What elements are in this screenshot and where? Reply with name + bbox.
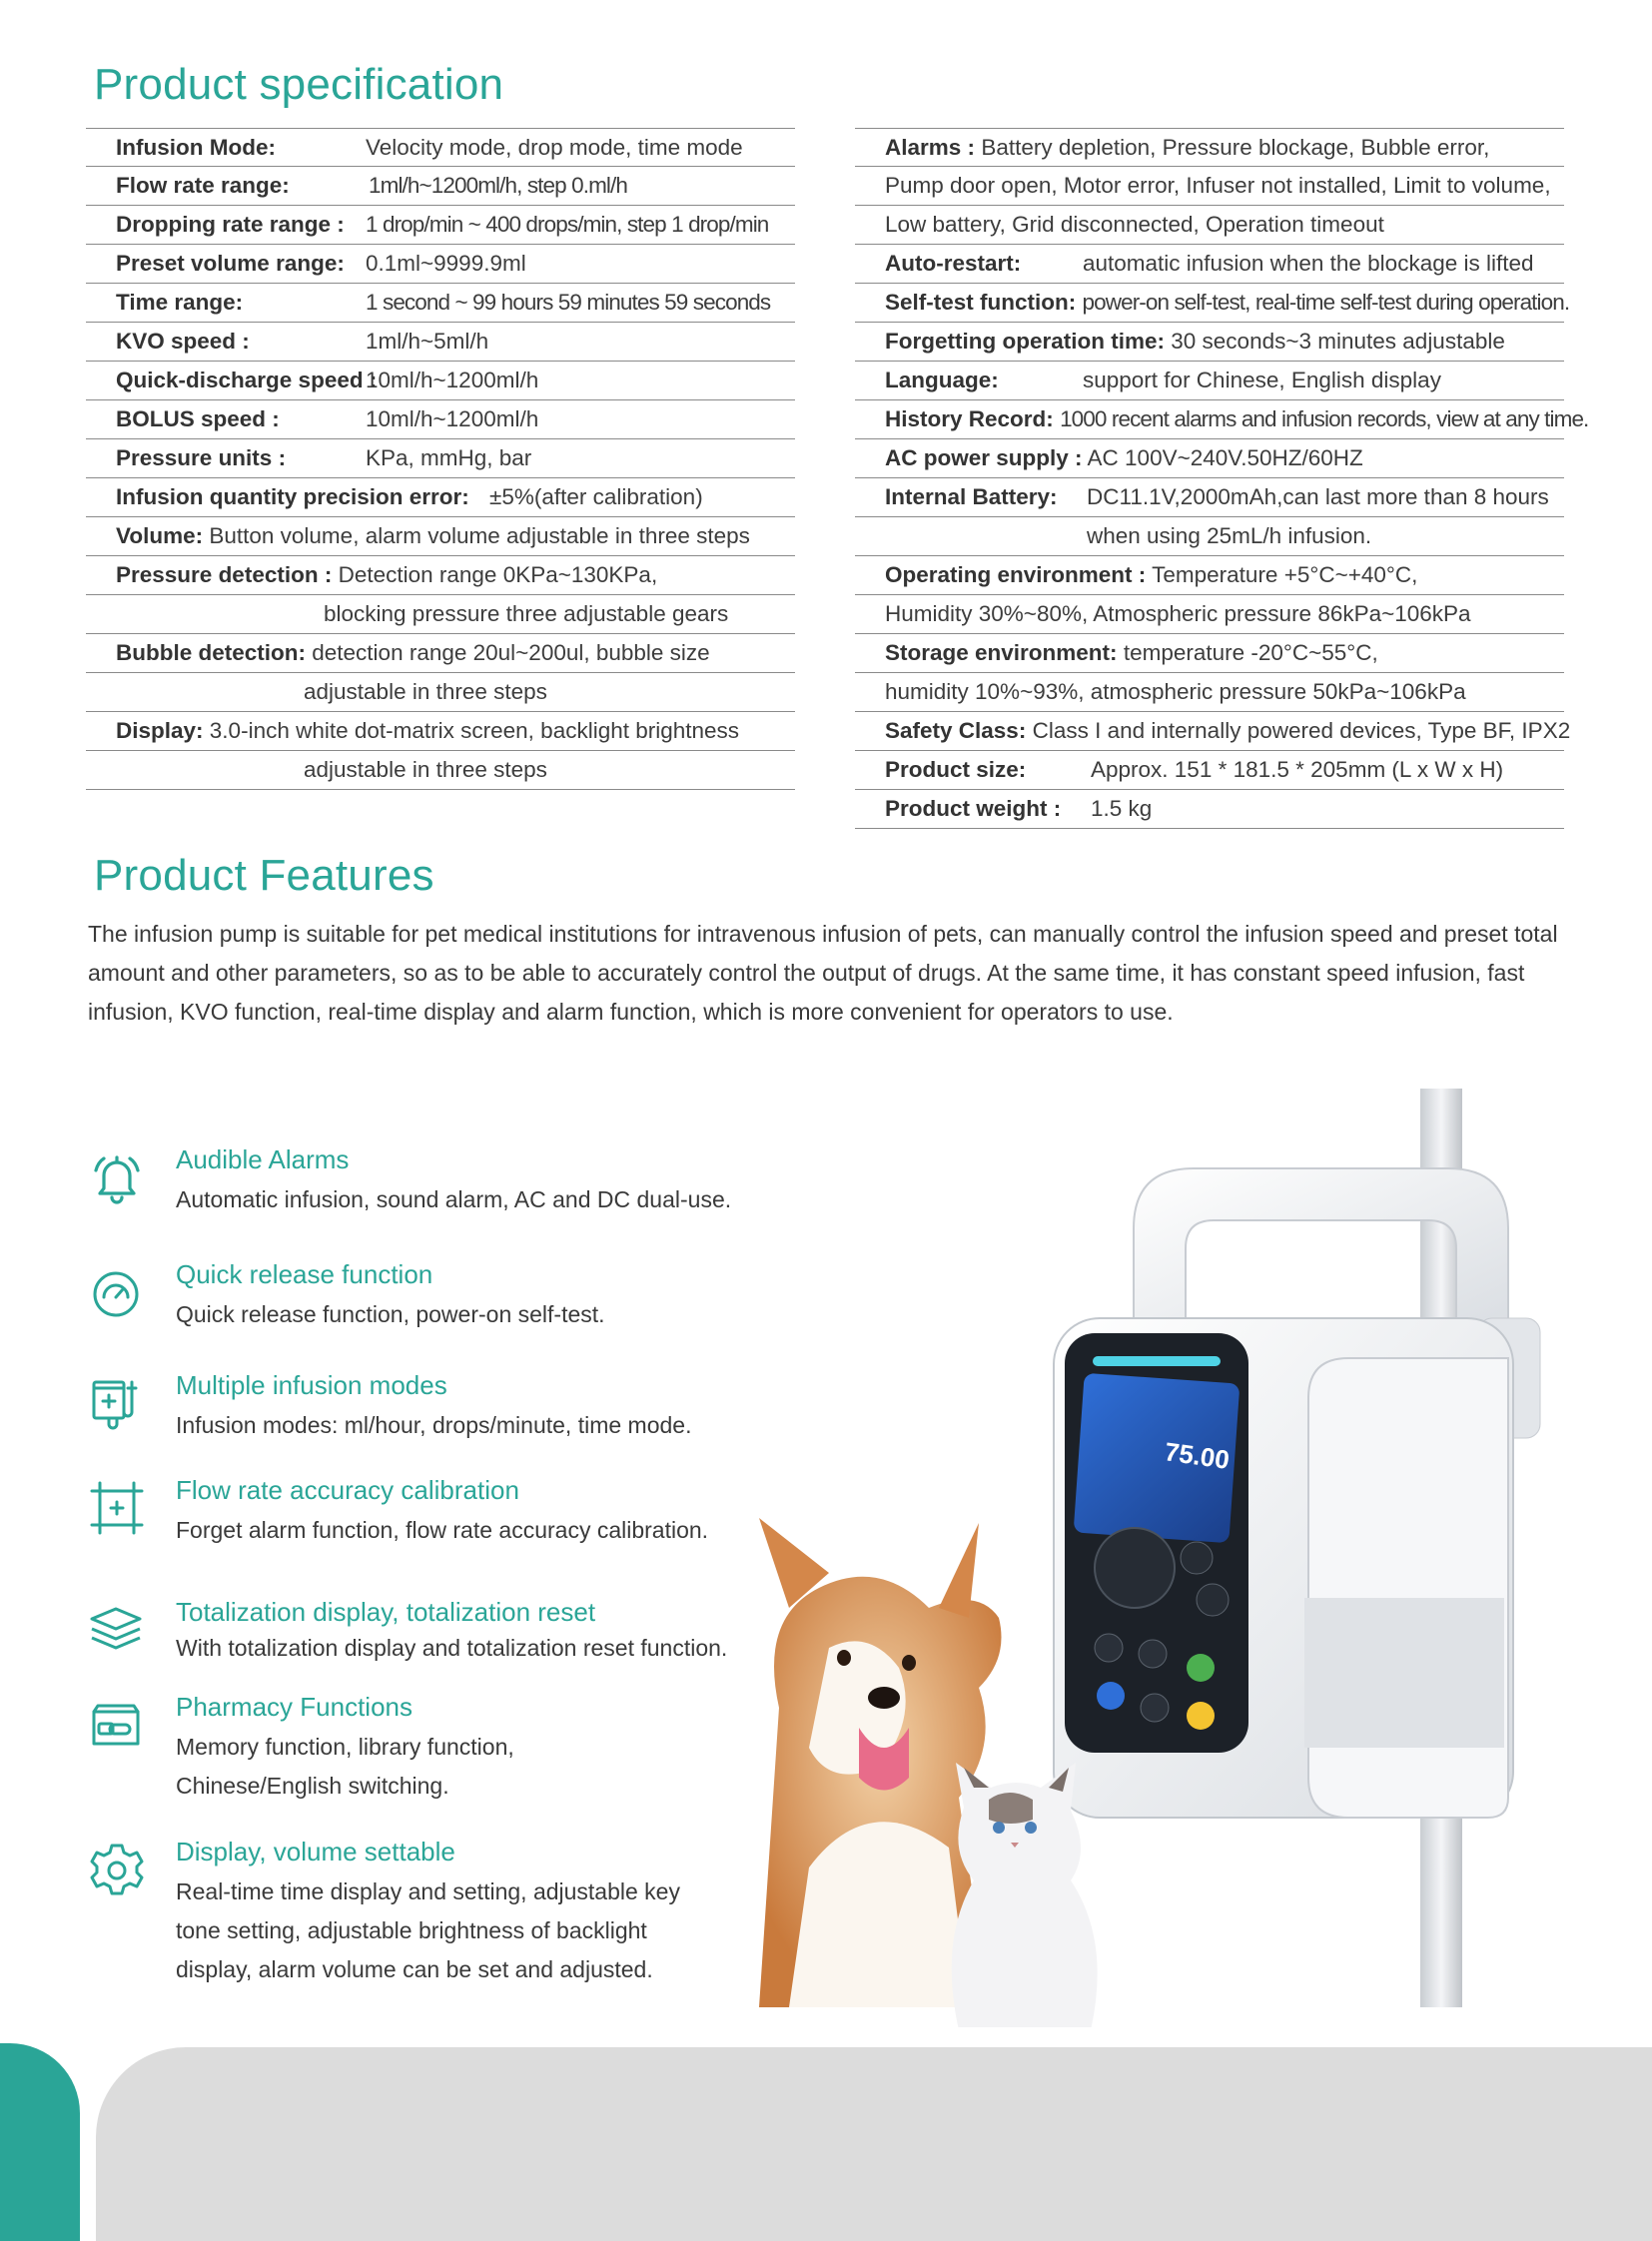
feature-title: Pharmacy Functions	[176, 1692, 413, 1722]
spec-value: Velocity mode, drop mode, time mode	[366, 135, 743, 160]
bell-icon	[88, 1148, 146, 1206]
spec-row	[86, 206, 795, 245]
spec-row	[855, 595, 1564, 634]
spec-label: Forgetting operation time:	[885, 329, 1165, 354]
spec-label: Flow rate range:	[116, 173, 290, 198]
feature-desc: Automatic infusion, sound alarm, AC and DC dual-use.	[176, 1186, 732, 1212]
spec-row-text	[885, 713, 1570, 749]
infusion-bag-icon	[88, 1374, 146, 1432]
spec-value: KPa, mmHg, bar	[366, 445, 532, 470]
feature-desc: Infusion modes: ml/hour, drops/minute, time mode.	[176, 1412, 692, 1438]
spec-row	[86, 323, 795, 362]
gauge-icon	[88, 1263, 146, 1321]
spec-value: 1ml/h~1200ml/h, step 0.ml/h	[369, 173, 627, 198]
spec-value: 1 second ~ 99 hours 59 minutes 59 seconds	[366, 290, 771, 315]
spec-label: Auto-restart:	[885, 251, 1022, 276]
spec-row-text	[885, 285, 1569, 321]
spec-row	[86, 245, 795, 284]
spec-value-continued: when using 25mL/h infusion.	[1087, 523, 1372, 548]
feature-title: Flow rate accuracy calibration	[176, 1475, 519, 1505]
spec-row	[855, 323, 1564, 362]
spec-value: 30 seconds~3 minutes adjustable	[1171, 329, 1505, 354]
spec-table-left	[86, 128, 795, 790]
spec-row	[855, 751, 1564, 790]
feature-desc: Forget alarm function, flow rate accuracy calibration.	[176, 1517, 709, 1543]
spec-label: Pressure detection :	[116, 562, 333, 587]
spec-value: automatic infusion when the blockage is lifted	[1083, 251, 1534, 276]
feature-desc: Real-time time display and setting, adjustable key tone setting, adjustable brightness of backlight display, alarm volume can be set and adjusted.	[176, 1878, 680, 1982]
pharmacy-box-icon	[88, 1696, 146, 1754]
spec-label: Alarms :	[885, 135, 976, 160]
product-illustration	[749, 1089, 1598, 2027]
spec-row	[86, 284, 795, 323]
spec-label: Product size:	[885, 757, 1027, 782]
spec-label: Display:	[116, 718, 204, 743]
spec-row	[86, 439, 795, 478]
feature-desc: Quick release function, power-on self-test.	[176, 1301, 605, 1327]
layers-icon	[88, 1601, 146, 1659]
spec-row-text	[885, 130, 1489, 166]
spec-value: 1 drop/min ~ 400 drops/min, step 1 drop/min	[366, 212, 769, 237]
spec-value-continued: humidity 10%~93%, atmospheric pressure 50kPa~106kPa	[885, 679, 1466, 704]
spec-row-text	[116, 518, 750, 554]
spec-row	[86, 673, 795, 712]
spec-label: Volume:	[116, 523, 204, 548]
spec-row	[86, 400, 795, 439]
features-title: Product Features	[94, 851, 434, 900]
feature-title: Multiple infusion modes	[176, 1370, 447, 1400]
spec-row	[86, 517, 795, 556]
feature-desc: With totalization display and totalization reset function.	[176, 1635, 728, 1661]
spec-value: Class I and internally powered devices, Type BF, IPX2	[1032, 718, 1571, 743]
spec-label: Preset volume range:	[116, 251, 345, 276]
feature-title: Quick release function	[176, 1259, 433, 1289]
spec-value-continued: blocking pressure three adjustable gears	[324, 601, 729, 626]
spec-label: KVO speed :	[116, 329, 250, 354]
spec-row-text	[116, 635, 710, 671]
spec-row	[86, 128, 795, 167]
spec-value: support for Chinese, English display	[1083, 368, 1441, 392]
spec-row-text	[885, 401, 1588, 437]
spec-row	[855, 206, 1564, 245]
spec-label: Infusion Mode:	[116, 135, 276, 160]
spec-row	[86, 556, 795, 595]
spec-label: BOLUS speed :	[116, 406, 280, 431]
spec-row	[855, 245, 1564, 284]
spec-row	[86, 712, 795, 751]
feature-title: Totalization display, totalization reset	[176, 1597, 596, 1627]
spec-row	[855, 790, 1564, 829]
spec-row-text	[885, 324, 1505, 360]
spec-row-text	[885, 635, 1378, 671]
spec-label: Infusion quantity precision error:	[116, 484, 469, 509]
spec-label: Operating environment :	[885, 562, 1147, 587]
spec-row	[855, 362, 1564, 400]
spec-row	[855, 634, 1564, 673]
spec-row	[86, 751, 795, 790]
feature-title: Audible Alarms	[176, 1144, 350, 1174]
spec-row	[86, 595, 795, 634]
spec-label: Language:	[885, 368, 999, 392]
spec-label: Pressure units :	[116, 445, 287, 470]
spec-row	[855, 439, 1564, 478]
spec-value: Approx. 151 * 181.5 * 205mm (L x W x H)	[1091, 757, 1504, 782]
feature-desc: Memory function, library function, Chinese/English switching.	[176, 1734, 514, 1799]
spec-value-continued: adjustable in three steps	[304, 757, 547, 782]
spec-label: Time range:	[116, 290, 244, 315]
spec-row	[86, 634, 795, 673]
spec-row	[855, 478, 1564, 517]
spec-title: Product specification	[94, 60, 504, 109]
spec-row	[855, 400, 1589, 439]
spec-value-continued: Pump door open, Motor error, Infuser not installed, Limit to volume,	[885, 173, 1551, 198]
spec-row	[855, 712, 1571, 751]
spec-row-text	[116, 557, 657, 593]
spec-value: Button volume, alarm volume adjustable in three steps	[209, 523, 750, 548]
spec-value: Temperature +5°C~+40°C,	[1152, 562, 1418, 587]
spec-value: temperature -20°C~55°C,	[1123, 640, 1378, 665]
spec-value: 10ml/h~1200ml/h	[366, 368, 539, 392]
spec-row	[86, 167, 795, 206]
spec-value: 0.1ml~9999.9ml	[366, 251, 526, 276]
spec-label: History Record:	[885, 406, 1054, 431]
spec-row	[86, 478, 795, 517]
spec-table-right	[855, 128, 1589, 829]
spec-label: Quick-discharge speed :	[116, 368, 378, 392]
spec-label: Safety Class:	[885, 718, 1027, 743]
spec-row	[855, 556, 1564, 595]
footer-accent-tab	[0, 2043, 80, 2241]
spec-label: Dropping rate range :	[116, 212, 345, 237]
spec-label: Internal Battery:	[885, 484, 1058, 509]
spec-row	[855, 167, 1564, 206]
footer-band	[96, 2047, 1652, 2241]
spec-row	[855, 673, 1564, 712]
spec-value: detection range 20ul~200ul, bubble size	[312, 640, 710, 665]
spec-label: Storage environment:	[885, 640, 1118, 665]
spec-value-continued: Low battery, Grid disconnected, Operation timeout	[885, 212, 1384, 237]
spec-value: ±5%(after calibration)	[489, 484, 703, 509]
spec-label: AC power supply :	[885, 445, 1083, 470]
calibration-frame-icon	[88, 1479, 146, 1537]
spec-row	[86, 362, 795, 400]
spec-value: power-on self-test, real-time self-test during operation.	[1082, 290, 1570, 315]
spec-value: AC 100V~240V.50HZ/60HZ	[1087, 445, 1363, 470]
spec-value: 3.0-inch white dot-matrix screen, backlight brightness	[209, 718, 740, 743]
pump-screen-value: 75.00	[1163, 1436, 1232, 1475]
spec-value: 10ml/h~1200ml/h	[366, 406, 539, 431]
spec-row-text	[885, 557, 1417, 593]
spec-value: 1000 recent alarms and infusion records, view at any time.	[1060, 406, 1589, 431]
spec-row	[855, 284, 1570, 323]
spec-value: Battery depletion, Pressure blockage, Bubble error,	[981, 135, 1490, 160]
spec-row	[855, 517, 1564, 556]
spec-value: 1.5 kg	[1091, 796, 1153, 821]
spec-value: 1ml/h~5ml/h	[366, 329, 489, 354]
spec-value-continued: Humidity 30%~80%, Atmospheric pressure 86kPa~106kPa	[885, 601, 1471, 626]
spec-row-text	[116, 713, 739, 749]
spec-value: Detection range 0KPa~130KPa,	[338, 562, 658, 587]
settings-gear-icon	[88, 1841, 146, 1898]
spec-label: Bubble detection:	[116, 640, 306, 665]
spec-row	[855, 128, 1564, 167]
spec-value: DC11.1V,2000mAh,can last more than 8 hours	[1087, 484, 1549, 509]
spec-row-text	[885, 440, 1363, 476]
features-intro: The infusion pump is suitable for pet medical institutions for intravenous infusion of pets, can manually control the infusion speed and preset total amount and other parameters, so as to be able to accurately control the output of drugs. At the same time, it has constant speed infusion, fast infusion, KVO function, real-time display and alarm function, which is more convenient for operators to use.	[88, 921, 1558, 1025]
spec-value-continued: adjustable in three steps	[304, 679, 547, 704]
feature-title: Display, volume settable	[176, 1837, 455, 1867]
spec-label: Self-test function:	[885, 290, 1077, 315]
spec-label: Product weight :	[885, 796, 1062, 821]
